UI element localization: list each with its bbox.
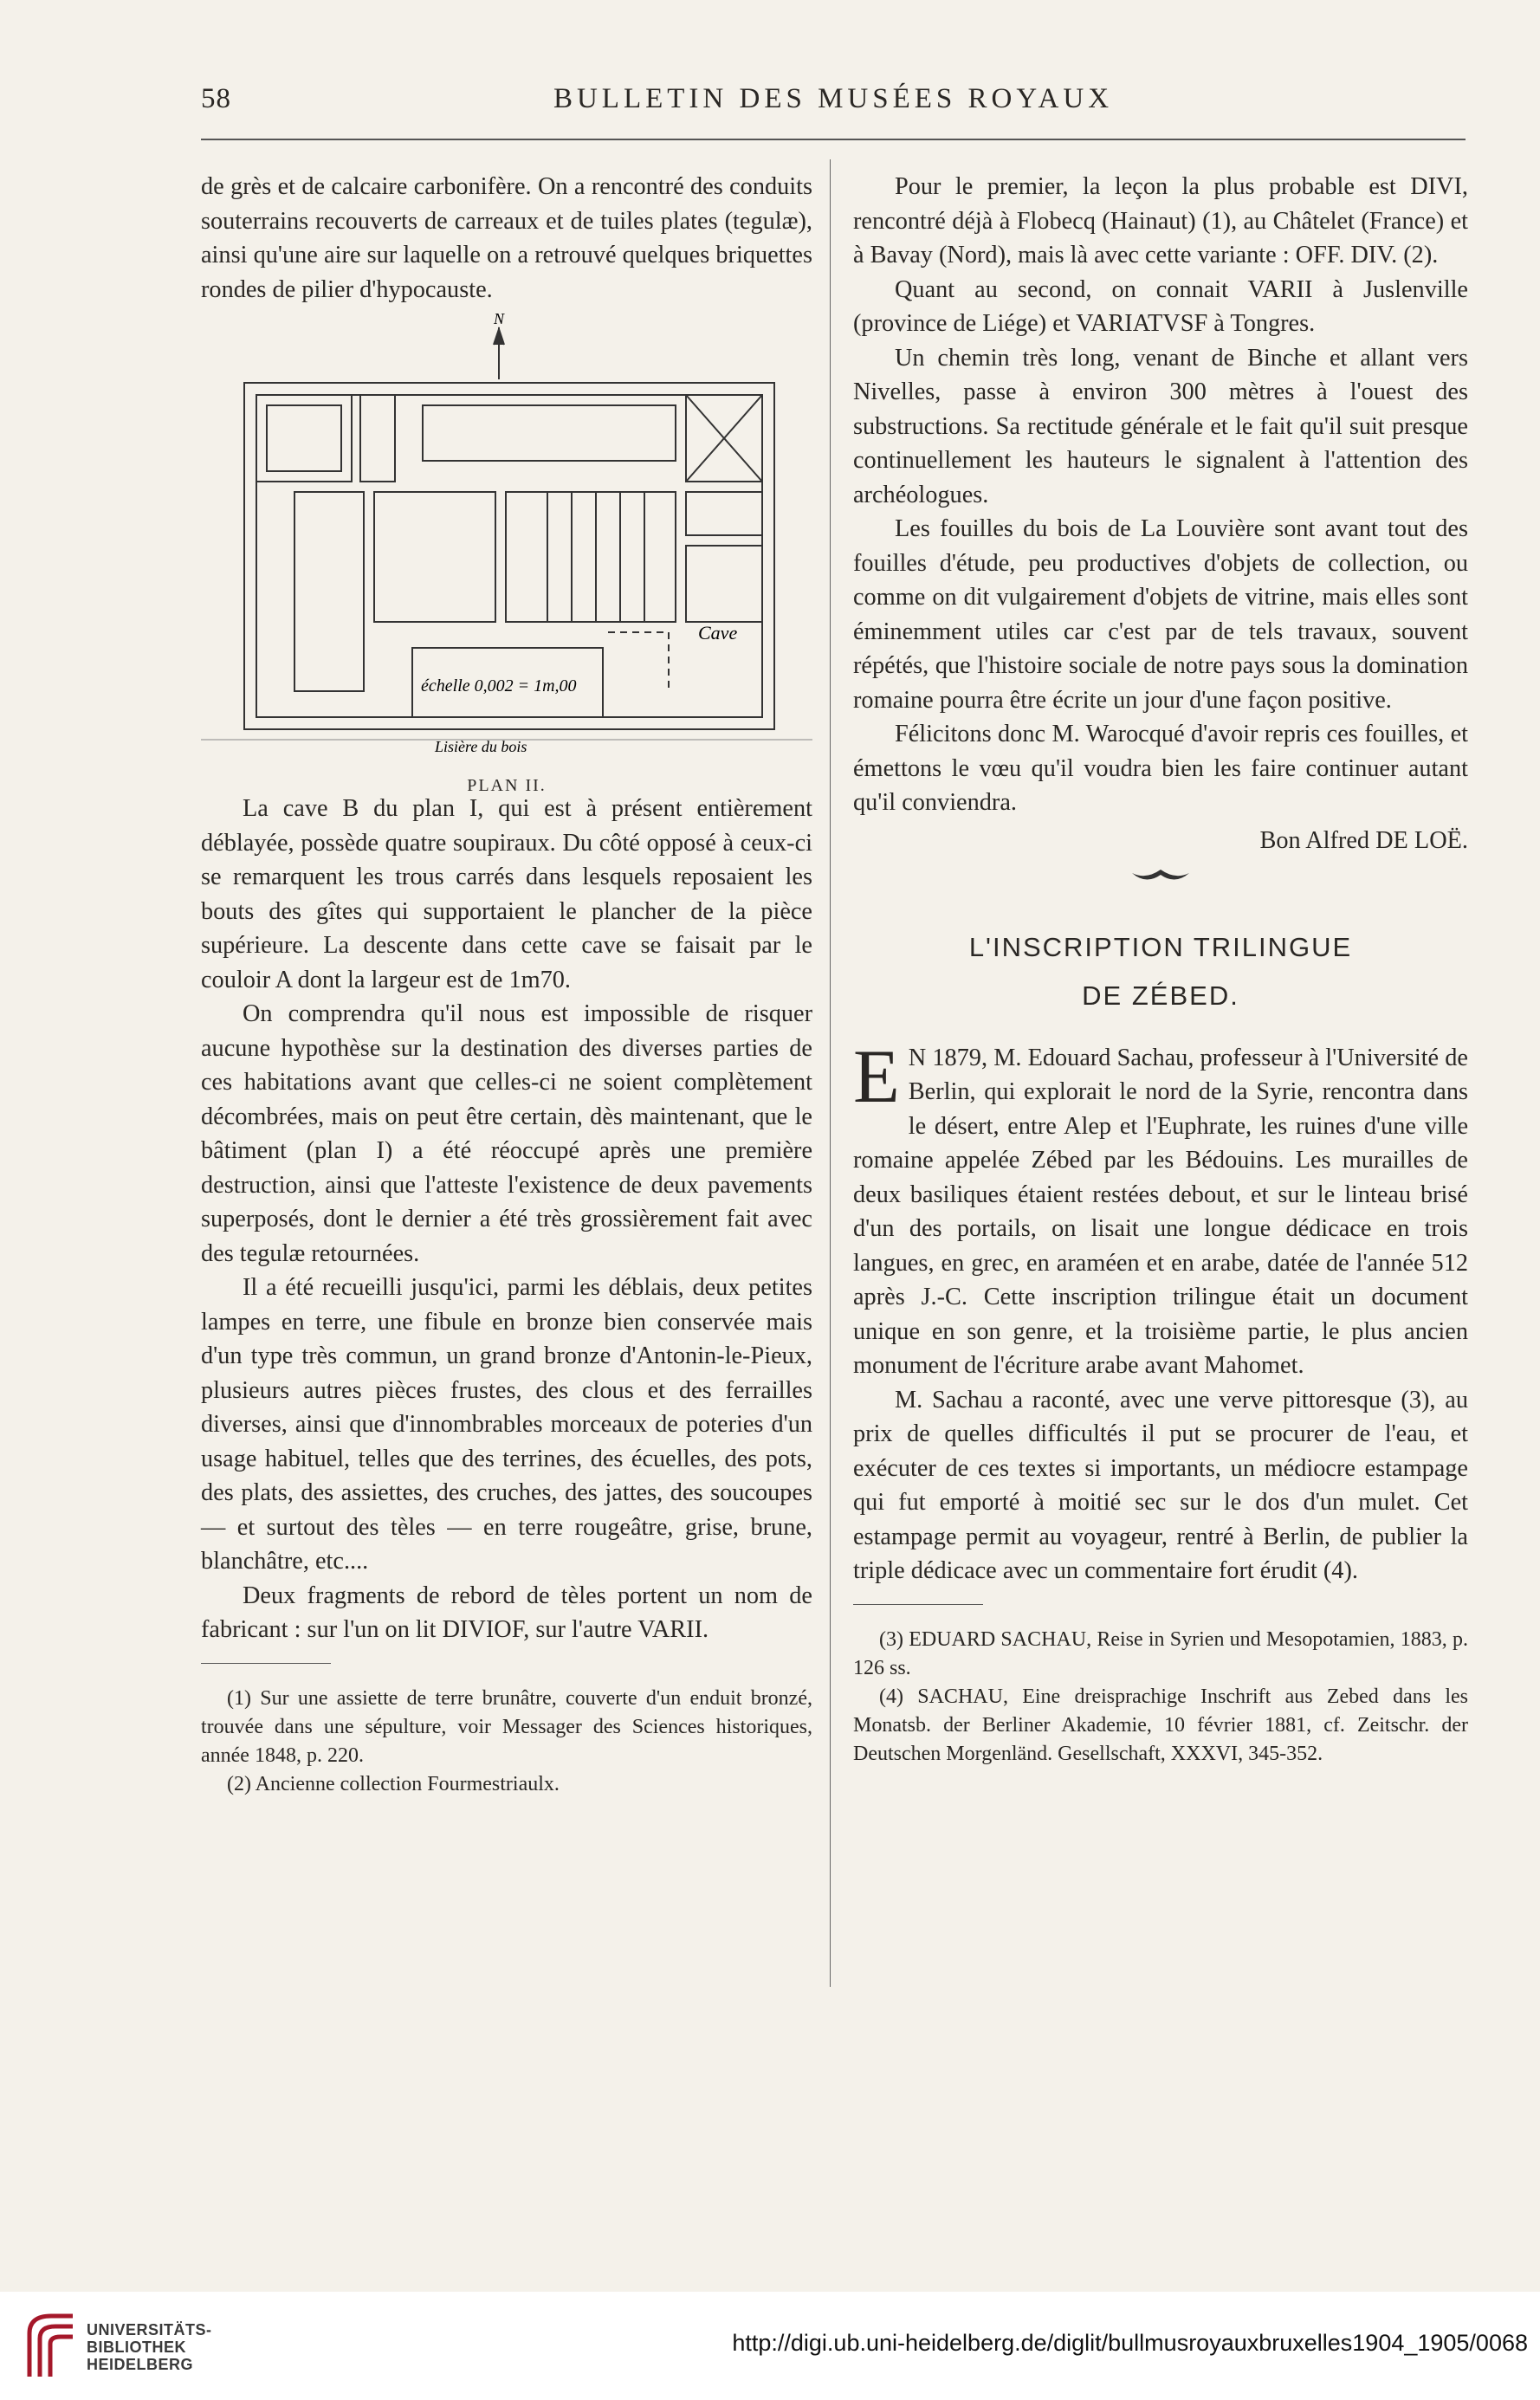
left-footnotes <box>201 1685 812 1799</box>
ornament-icon <box>853 863 1468 897</box>
bottom-label: Lisière du bois <box>435 738 527 755</box>
right-paragraph-7: M. Sachau a raconté, avec une verve pittoresque (3), au prix de quelles difficultés il put se procurer de l'eau, et exécuter de ces textes si importants, un médiocre estampage qui fut emporté à moitié sec sur le dos d'un mulet. Cet estampage permit au voyageur, rentré à Berlin, de publier la triple dédicace avec un commentaire fort érudit (4). <box>853 1386 1468 1584</box>
footnote-rule-right <box>853 1604 983 1605</box>
right-paragraph-5: Félicitons donc M. Warocqué d'avoir repris ces fouilles, et émettons le vœu qu'il voudra bien les faire continuer autant qu'il conviendra. <box>853 721 1468 816</box>
library-name: UNIVERSITÄTS- BIBLIOTHEK HEIDELBERG <box>87 2321 212 2373</box>
left-paragraph-5: Deux fragments de rebord de tèles portent un nom de fabricant : sur l'un on lit DIVIOF, sur l'autre VARII. <box>201 1582 812 1643</box>
page-header <box>201 83 1466 126</box>
page-number: 58 <box>201 83 231 114</box>
left-paragraph-1: de grès et de calcaire carbonifère. On a rencontré des conduits souterrains recouverts de carreaux et de tuiles plates (tegulæ), ainsi qu'une aire sur laquelle on a retrouvé quelques briquettes rondes de pilier d'hypocauste. <box>201 173 812 303</box>
source-url-link[interactable]: http://digi.ub.uni-heidelberg.de/diglit/bullmusroyauxbruxelles1904_1905/0068 <box>732 2330 1528 2356</box>
signature: Bon Alfred DE LOË. <box>1259 826 1468 854</box>
right-paragraph-3: Un chemin très long, venant de Binche et allant vers Nivelles, passe à environ 300 mètres à l'ouest des substructions. Sa rectitude générale et le fait qu'il suit presque continuellement les hauteurs le signalent à l'attention des archéologues. <box>853 344 1468 508</box>
cave-label: Cave <box>698 622 738 644</box>
right-paragraph-1: Pour le premier, la leçon la plus probable est DIVI, rencontré déjà à Flobecq (Hainaut) (1), au Châtelet (France) et à Bavay (Nord), mais là avec cette variante : OFF. DIV. (2). <box>853 173 1468 268</box>
left-paragraph-2: La cave B du plan I, qui est à présent entièrement déblayée, possède quatre soupiraux. Du côté opposé à ceux-ci se remarquent les trous carrés dans lesquels reposaient les bouts des gîtes qui supportaient le plancher de la pièce supérieure. La descente dans cette cave se faisait par le couloir A dont la largeur est de 1m70. <box>201 795 812 993</box>
north-label: N <box>493 310 505 327</box>
footnote-3: (3) EDUARD SACHAU, Reise in Syrien und Mesopotamien, 1883, p. 126 ss. <box>853 1627 1468 1679</box>
left-column <box>201 170 812 1799</box>
library-logo-icon <box>21 2307 81 2385</box>
footnote-2: (2) Ancienne collection Fourmestriaulx. <box>227 1772 560 1795</box>
plan-figure <box>201 307 812 795</box>
right-paragraph-2: Quant au second, on connait VARII à Juslenville (province de Liége) et VARIATVSF à Tongres. <box>853 275 1468 337</box>
right-paragraph-4: Les fouilles du bois de La Louvière sont avant tout des fouilles d'étude, peu productives d'objets de collection, ou comme on dit vulgairement d'objets de vitrine, mais elles sont éminemment utiles car c'est par de tels travaux, souvent répétés, que l'histoire sociale de notre pays sous la domination romaine pourra être écrite un jour d'une façon positive. <box>853 515 1468 714</box>
footnote-rule <box>201 1663 331 1664</box>
right-footnotes <box>853 1626 1468 1769</box>
footnote-4: (4) SACHAU, Eine dreisprachige Inschrift aus Zebed dans les Monatsb. der Berliner Akademie, 10 février 1881, cf. Zeitschr. der Deutschen Morgenländ. Gesellschaft, XXXVI, 345-352. <box>853 1685 1468 1765</box>
plan-caption: PLAN II. <box>467 776 547 795</box>
left-paragraph-4: Il a été recueilli jusqu'ici, parmi les déblais, deux petites lampes en terre, une fibule en bronze bien conservée mais d'un type très commun, un grand bronze d'Antonin-le-Pieux, plusieurs autres pièces frustes, des clous et des ferrailles diverses, ainsi que d'innombrables morceaux de poteries d'un usage habituel, telles que des terrines, des écuelles, des pots, des plats, des assiettes, des cruches, des jattes, des soucoupes — et surtout des tèles — en terre rougeâtre, grise, brune, blanchâtre, etc.... <box>201 1274 812 1575</box>
right-paragraph-6: E N 1879, M. Edouard Sachau, professeur à l'Université de Berlin, qui explorait le nord de la Syrie, rencontra dans le désert, entre Alep et l'Euphrate, les ruines d'une ville romaine appelée Zébed par les Bédouins. Les murailles de deux basiliques étaient restées debout, et sur le linteau brisé d'un des portails, on lisait une longue dédicace en trois langues, en grec, en araméen et en arabe, datée de l'année 512 après J.-C. Cette inscription trilingue était un document unique en son genre, et la troisième partie, le plus ancien monument de l'écriture arabe avant Mahomet. <box>853 1034 1468 1379</box>
dropcap: E <box>853 1034 900 1119</box>
running-title: BULLETIN DES MUSÉES ROYAUX <box>553 83 1114 114</box>
footnote-1: (1) Sur une assiette de terre brunâtre, couverte d'un enduit bronzé, trouvée dans une sépulture, voir Messager des Sciences historiques, année 1848, p. 220. <box>201 1686 812 1767</box>
scale-label: échelle 0,002 = 1m,00 <box>421 676 577 695</box>
column-rule <box>830 159 831 1987</box>
header-rule <box>201 139 1466 140</box>
right-column <box>853 170 1468 1769</box>
plan-drawing <box>201 310 812 760</box>
left-paragraph-3: On comprendra qu'il nous est impossible de risquer aucune hypothèse sur la destination des diverses parties de ces habitations avant que celles-ci ne soient complètement décombrées, mais on peut être certain, dès maintenant, que le bâtiment (plan I) a été réoccupé après une première destruction, ainsi que l'atteste l'existence de deux pavements superposés, dont le dernier a été très grossièrement fait avec des tegulæ retournées. <box>201 1000 812 1267</box>
section-title-line-1: L'INSCRIPTION TRILINGUE <box>968 931 1353 962</box>
section-title-line-2: DE ZÉBED. <box>1082 980 1239 1011</box>
footer-bar <box>0 2292 1540 2400</box>
